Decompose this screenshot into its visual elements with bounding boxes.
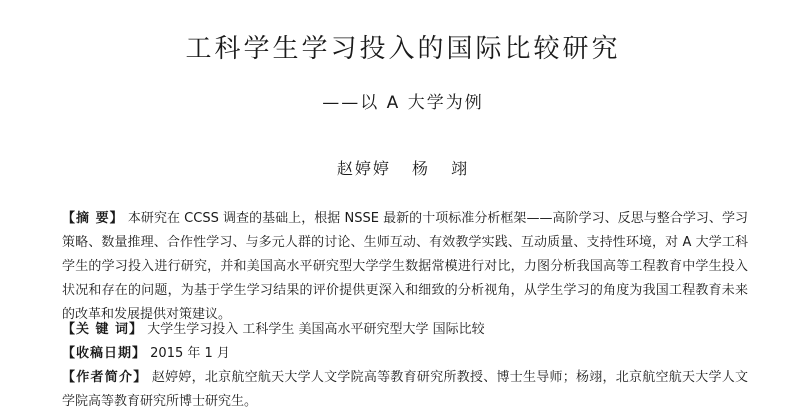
received-date-block (62, 342, 748, 366)
paper-subtitle: ——以 A 大学为例 (322, 93, 484, 113)
keywords-text: 大学生学习投入 工科学生 美国高水平研究型大学 国际比较 (147, 322, 485, 337)
author-names: 赵婷婷 杨 翊 (336, 159, 470, 178)
author-info-text: 赵婷婷，北京航空航天大学人文学院高等教育研究所教授、博士生导师；杨翊，北京航空航天大学人文学院高等教育研究所博士研究生。 (62, 370, 748, 409)
keywords-label: 【关 键 词】 (62, 322, 144, 337)
received-date-label: 【收稿日期】 (62, 346, 147, 361)
abstract-label: 【摘 要】 (62, 211, 124, 226)
received-date-text: 2015 年 1 月 (150, 346, 230, 361)
abstract-text: 本研究在 CCSS 调查的基础上，根据 NSSE 最新的十项标准分析框架——高阶学习、反思与整合学习、学习策略、数量推理、合作性学习、与多元人群的讨论、生师互动、有效教学实践、互动质量、支持性环境，对 A 大学工科学生的学习投入进行研究，并和美国高水平研究型大学学生数据常模进行对比，力图分析我国高等工程教育中学生投入状况和存在的问题，为基于学生学习结果的评价提供更深入和细致的分析视角，从学生学习的角度为我国工程教育未来的改革和发展提供对策建议。 (62, 211, 748, 322)
author-info-block (62, 366, 748, 414)
paper-title: 工科学生学习投入的国际比较研究 (185, 34, 621, 64)
abstract-block (62, 207, 748, 327)
keywords-block (62, 318, 748, 342)
author-info-label: 【作者简介】 (62, 370, 148, 385)
